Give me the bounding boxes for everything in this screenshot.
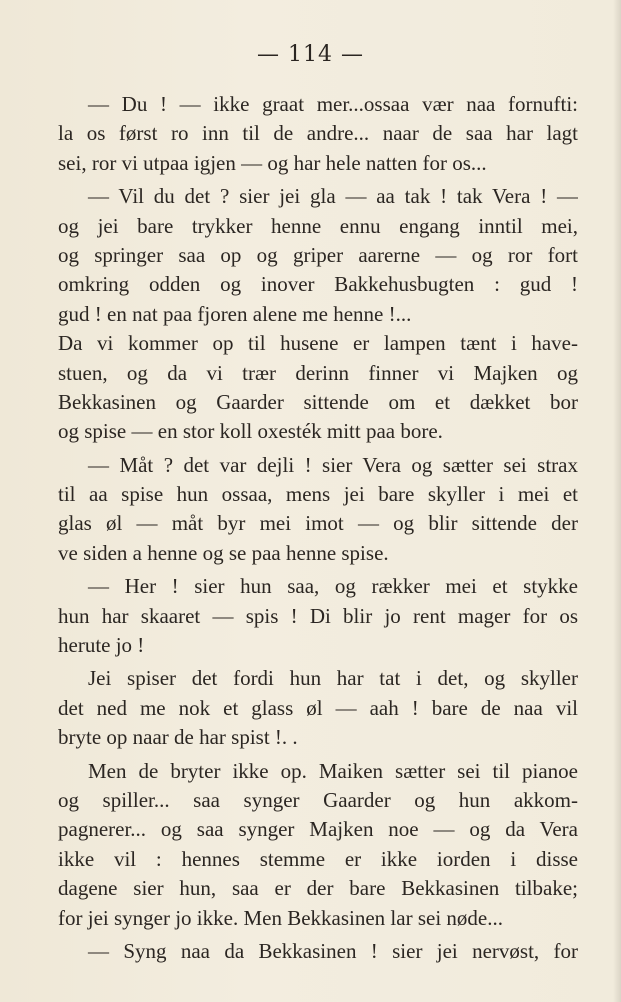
text-line: og jei bare trykker henne ennu engang inntil mei, xyxy=(58,213,578,238)
text-line: pagnerer... og saa synger Majken noe — og da Vera xyxy=(58,817,578,842)
text-line: det ned me nok et glass øl — aah ! bare de naa vil xyxy=(58,695,578,720)
text-line: omkring odden og inover Bakkehusbugten : gud ! xyxy=(58,272,578,297)
text-line: Men de bryter ikke op. Maiken sætter sei til pianoe xyxy=(88,758,578,783)
text-line: ikke vil : hennes stemme er ikke iorden i disse xyxy=(58,846,578,871)
text-line: — Vil du det ? sier jei gla — aa tak ! tak Vera ! — xyxy=(88,184,578,209)
text-line: la os først ro inn til de andre... naar de saa har lagt xyxy=(58,121,578,146)
text-line: dagene sier hun, saa er der bare Bekkasinen tilbake; xyxy=(58,876,578,901)
page-edge-shadow xyxy=(613,0,621,1002)
text-line: og springer saa op og griper aarerne — og ror fort xyxy=(58,242,578,267)
text-line: og spiller... saa synger Gaarder og hun akkom- xyxy=(58,787,578,812)
text-line: Bekkasinen og Gaarder sittende om et dækket bor xyxy=(58,389,578,414)
page-number: — 114 — xyxy=(257,42,364,67)
text-line: — Her ! sier hun saa, og rækker mei et stykke xyxy=(88,574,578,599)
text-line: Da vi kommer op til husene er lampen tænt i have- xyxy=(58,331,578,356)
text-line: bryte op naar de har spist !. . xyxy=(58,725,298,750)
text-line: — Syng naa da Bekkasinen ! sier jei nervøst, for xyxy=(88,938,578,963)
text-line: gud ! en nat paa fjoren alene me henne !... xyxy=(58,301,412,326)
text-line: herute jo ! xyxy=(58,633,145,658)
text-line: Jei spiser det fordi hun har tat i det, og skyller xyxy=(88,666,578,691)
text-line: ve siden a henne og se paa henne spise. xyxy=(58,540,389,565)
text-line: og spise — en stor koll oxesték mitt paa bore. xyxy=(58,419,443,444)
text-line: hun har skaaret — spis ! Di blir jo rent mager for os xyxy=(58,603,578,628)
text-line: stuen, og da vi trær derinn finner vi Majken og xyxy=(58,360,578,385)
text-line: — Måt ? det var dejli ! sier Vera og sætter sei strax xyxy=(88,452,578,477)
text-line: glas øl — måt byr mei imot — og blir sittende der xyxy=(58,511,578,536)
text-line: — Du ! — ikke graat mer...ossaa vær naa fornufti: xyxy=(88,92,578,116)
body-text xyxy=(58,90,578,966)
text-line: sei, ror vi utpaa igjen — og har hele natten for os... xyxy=(58,150,487,175)
text-line: til aa spise hun ossaa, mens jei bare skyller i mei et xyxy=(58,482,578,507)
text-line: for jei synger jo ikke. Men Bekkasinen lar sei nøde... xyxy=(58,905,503,930)
